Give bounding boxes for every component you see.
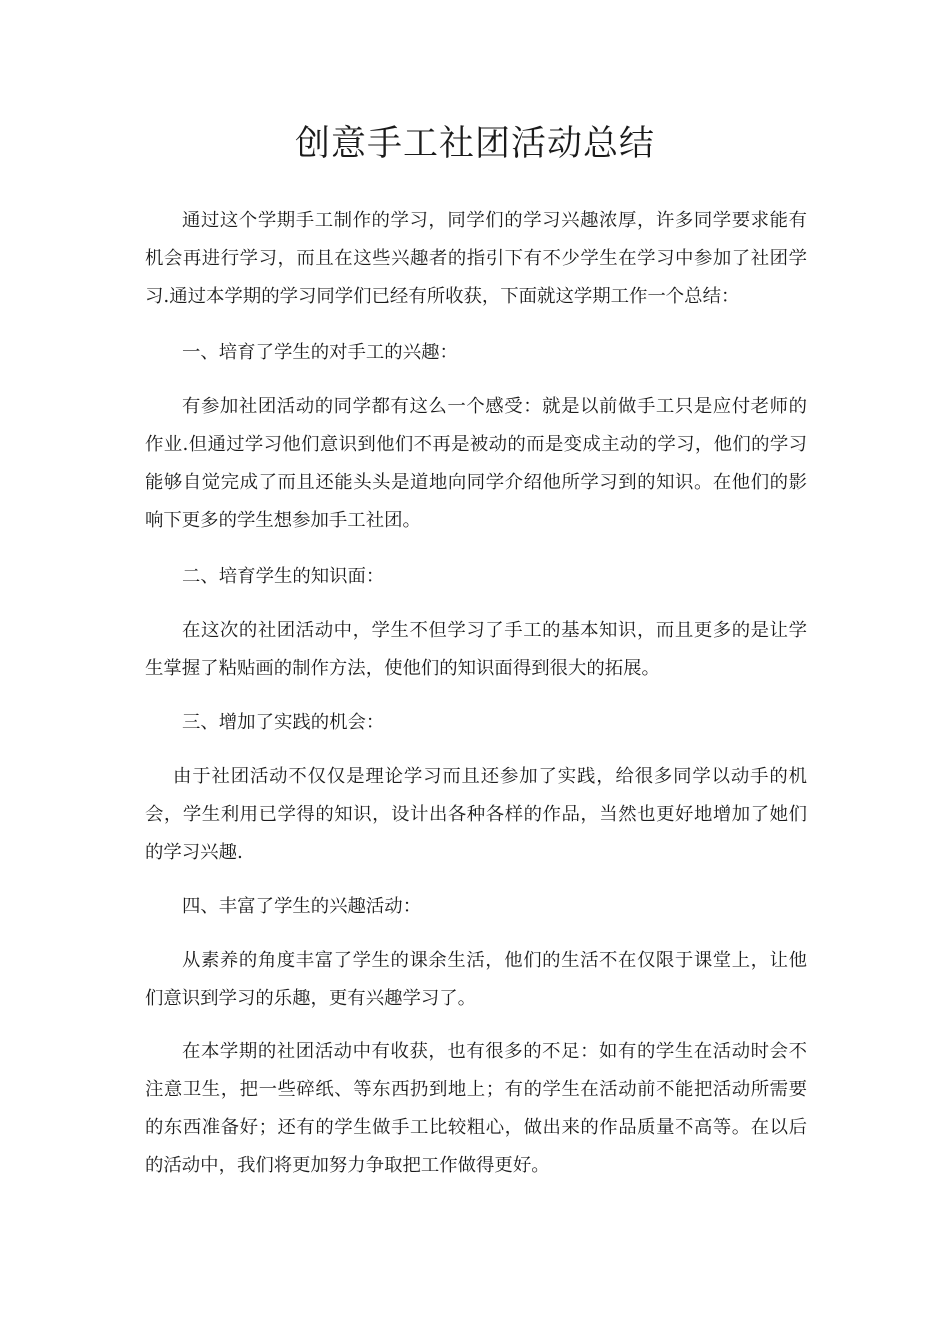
- conclusion-paragraph: 在本学期的社团活动中有收获，也有很多的不足：如有的学生在活动时会不注意卫生，把一些碎纸、等东西扔到地上；有的学生在活动前不能把活动所需要的东西准备好；还有的学生做手工比较粗心，做出来的作品质量不高等。在以后的活动中，我们将更加努力争取把工作做得更好。: [145, 1041, 807, 1176]
- section-body-2: 在这次的社团活动中，学生不但学习了手工的基本知识，而且更多的是让学生掌握了粘贴画的制作方法，使他们的知识面得到很大的拓展。: [145, 620, 807, 679]
- section-heading-4: 四、丰富了学生的兴趣活动：: [182, 896, 422, 917]
- document-title: 创意手工社团活动总结: [294, 124, 655, 164]
- section-heading-1: 一、培育了学生的对手工的兴趣：: [182, 342, 458, 363]
- section-body-4: 从素养的角度丰富了学生的课余生活，他们的生活不在仅限于课堂上，让他们意识到学习的乐趣，更有兴趣学习了。: [145, 950, 807, 1009]
- section-heading-3: 三、增加了实践的机会：: [182, 712, 385, 733]
- section-body-1: 有参加社团活动的同学都有这么一个感受：就是以前做手工只是应付老师的作业.但通过学习他们意识到他们不再是被动的而是变成主动的学习，他们的学习能够自觉完成了而且还能头头是道地向同学介绍他所学习到的知识。在他们的影响下更多的学生想参加手工社团。: [145, 396, 807, 531]
- section-heading-2: 二、培育学生的知识面：: [182, 566, 385, 587]
- intro-paragraph: 通过这个学期手工制作的学习，同学们的学习兴趣浓厚，许多同学要求能有机会再进行学习，而且在这些兴趣者的指引下有不少学生在学习中参加了社团学习.通过本学期的学习同学们已经有所收获，下面就这学期工作一个总结：: [145, 210, 807, 307]
- section-body-3: 由于社团活动不仅仅是理论学习而且还参加了实践，给很多同学以动手的机会，学生利用已学得的知识，设计出各种各样的作品，当然也更好地增加了她们的学习兴趣.: [145, 766, 807, 863]
